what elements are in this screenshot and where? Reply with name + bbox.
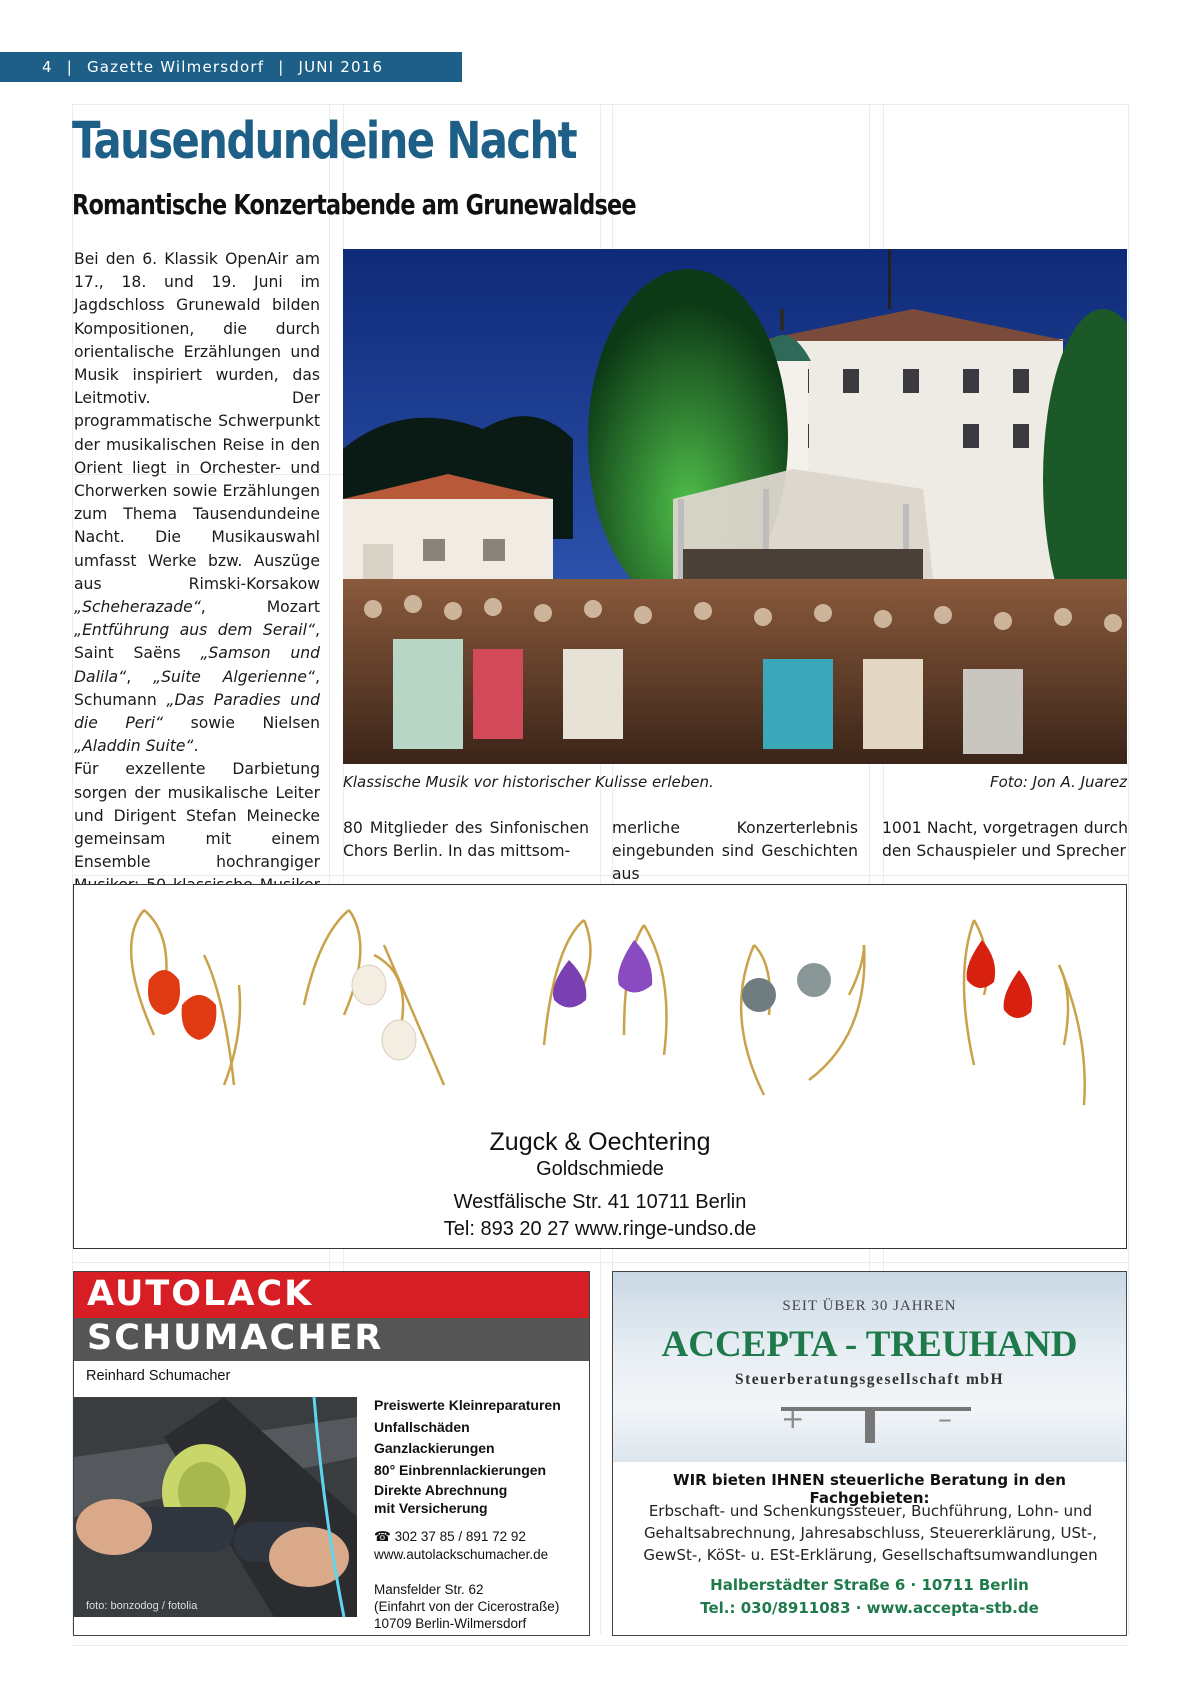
address-block	[374, 1581, 559, 1632]
service-item: Ganzlackierungen	[374, 1440, 495, 1456]
header-separator: |	[278, 58, 285, 76]
service-item: 80° Einbrennlackierungen	[374, 1461, 547, 1478]
balance-stem-icon	[865, 1407, 875, 1443]
owner-name: Reinhard Schumacher	[86, 1368, 231, 1384]
photo-credit: Foto: Jon A. Juarez	[989, 773, 1127, 791]
address-line: (Einfahrt von der Cicerostraße)	[374, 1599, 560, 1614]
work-title: „Entführung aus dem Serail“	[74, 621, 316, 640]
jeweler-contact: Tel: 893 20 27 www.ringe-undso.de	[443, 1218, 757, 1240]
ad-title-line-2: SCHUMACHER	[87, 1318, 384, 1358]
publication-name: Gazette Wilmersdorf	[86, 58, 265, 76]
layout-guide	[72, 1645, 1128, 1646]
layout-guide	[1128, 104, 1129, 1634]
caption-text: Klassische Musik vor historischer Kulisse erleben.	[343, 773, 714, 791]
text-run: ,	[126, 667, 153, 686]
photo-caption	[343, 773, 1127, 791]
jewelry-advertisement[interactable]	[73, 884, 1127, 1249]
text-run: , Saint Saëns	[74, 621, 320, 663]
article-column-4: 1001 Nacht, vorgetragen durch den Schauspieler und Sprecher	[882, 819, 1128, 861]
ad-photo-credit: foto: bonzodog / fotolia	[86, 1600, 198, 1612]
work-title: „Samson und Dalila“	[74, 644, 320, 686]
work-title: „Das Paradies und die Peri“	[74, 690, 320, 733]
address-line: 10709 Berlin-Wilmersdorf	[374, 1616, 527, 1631]
service-list	[374, 1395, 589, 1517]
minus-icon: –	[938, 1402, 952, 1435]
service-item: Direkte Abrechnung	[374, 1482, 508, 1498]
jeweler-subtitle: Goldschmiede	[536, 1158, 664, 1180]
work-title: „Aladdin Suite“	[74, 737, 194, 756]
earrings-illustration	[74, 885, 1124, 1125]
text-run: , Schumann	[74, 667, 320, 709]
concert-photo	[343, 249, 1127, 764]
article-column-3: merliche Konzerterlebnis eingebunden sind Geschichten aus	[612, 819, 858, 884]
text-run: , Mozart	[200, 598, 320, 617]
contact-block	[374, 1528, 548, 1564]
polishing-photo	[74, 1397, 357, 1617]
phone-number: ☎ 302 37 85 / 891 72 92	[374, 1529, 526, 1544]
address-line: Mansfelder Str. 62	[374, 1582, 484, 1597]
service-item: Unfallschäden	[374, 1418, 470, 1435]
firm-contact[interactable]: Tel.: 030/8911083 · www.accepta-stb.de	[700, 1599, 1039, 1617]
article-subheadline: Romantische Konzertabende am Grunewaldsee	[72, 188, 636, 221]
services-heading: WIR bieten IHNEN steuerliche Beratung in den Fachgebieten:	[673, 1471, 1066, 1507]
article-column-1	[74, 248, 320, 944]
plus-icon: +	[781, 1402, 805, 1435]
service-item: Preiswerte Kleinreparaturen	[374, 1397, 561, 1413]
work-title: „Suite Algerienne“	[153, 667, 316, 686]
jeweler-name: Zugck & Oechtering	[489, 1128, 711, 1156]
issue-date: JUNI 2016	[298, 58, 384, 76]
accepta-advertisement[interactable]	[612, 1271, 1127, 1636]
article-column-2: 80 Mitglieder des Sinfonischen Chors Berlin. In das mittsom-	[343, 819, 589, 861]
header-separator: |	[66, 58, 73, 76]
autolack-advertisement[interactable]	[73, 1271, 590, 1636]
service-item: mit Versicherung	[374, 1500, 488, 1516]
text-run: .	[193, 737, 199, 756]
polishing-illustration	[74, 1397, 357, 1617]
work-title: „Scheherazade“	[74, 598, 201, 617]
jeweler-address: Westfälische Str. 41 10711 Berlin	[453, 1191, 747, 1213]
article-paragraph: Für exzellente Darbietung sorgen der musikalische Leiter und Dirigent Stefan Meinecke gemeinsam mit einem Ensemble hochrangiger	[74, 760, 320, 872]
layout-guide	[72, 104, 1128, 105]
article-headline: Tausendundeine Nacht	[72, 112, 576, 171]
firm-name: ACCEPTA - TREUHAND	[661, 1324, 1078, 1365]
layout-guide	[72, 1262, 1128, 1263]
ad-kicker: SEIT ÜBER 30 JAHREN	[782, 1298, 957, 1314]
article-paragraph	[74, 248, 320, 758]
text-run: Bei den 6. Klassik OpenAir am 17., 18. und 19. Juni im Jagdschloss Grunewald bilden Kompositionen, die durch orientalische Erzählungen und Musik inspiriert wurden, das Leitmotiv. Der programmatische Schwerpunkt der musikalischen Reise in den Orient liegt in Orchester- und Chorwerken sowie Erzählungen zum Thema Tausendundeine Nacht. Die Musikauswahl umfasst Werke bzw. Auszüge aus Rimski-Korsakow	[74, 250, 320, 593]
page-header-bar	[0, 52, 462, 82]
concert-photo-illustration	[343, 249, 1127, 764]
page-number: 4	[42, 58, 53, 76]
ad-title-line-1: AUTOLACK	[87, 1274, 314, 1314]
firm-subtitle: Steuerberatungsgesellschaft mbH	[734, 1371, 1005, 1388]
website-link[interactable]: www.autolackschumacher.de	[374, 1547, 549, 1562]
services-list: Erbschaft- und Schenkungssteuer, Buchführung, Lohn- und Gehaltsabrechnung, Jahresabschluss, Steuererklärung, USt-, GewSt-, KöSt- u. ESt-Erklärung, Gesellschaftsumwandlungen	[643, 1502, 1098, 1564]
firm-address: Halberstädter Straße 6 · 10711 Berlin	[710, 1576, 1029, 1594]
text-run: sowie Nielsen	[163, 714, 320, 733]
